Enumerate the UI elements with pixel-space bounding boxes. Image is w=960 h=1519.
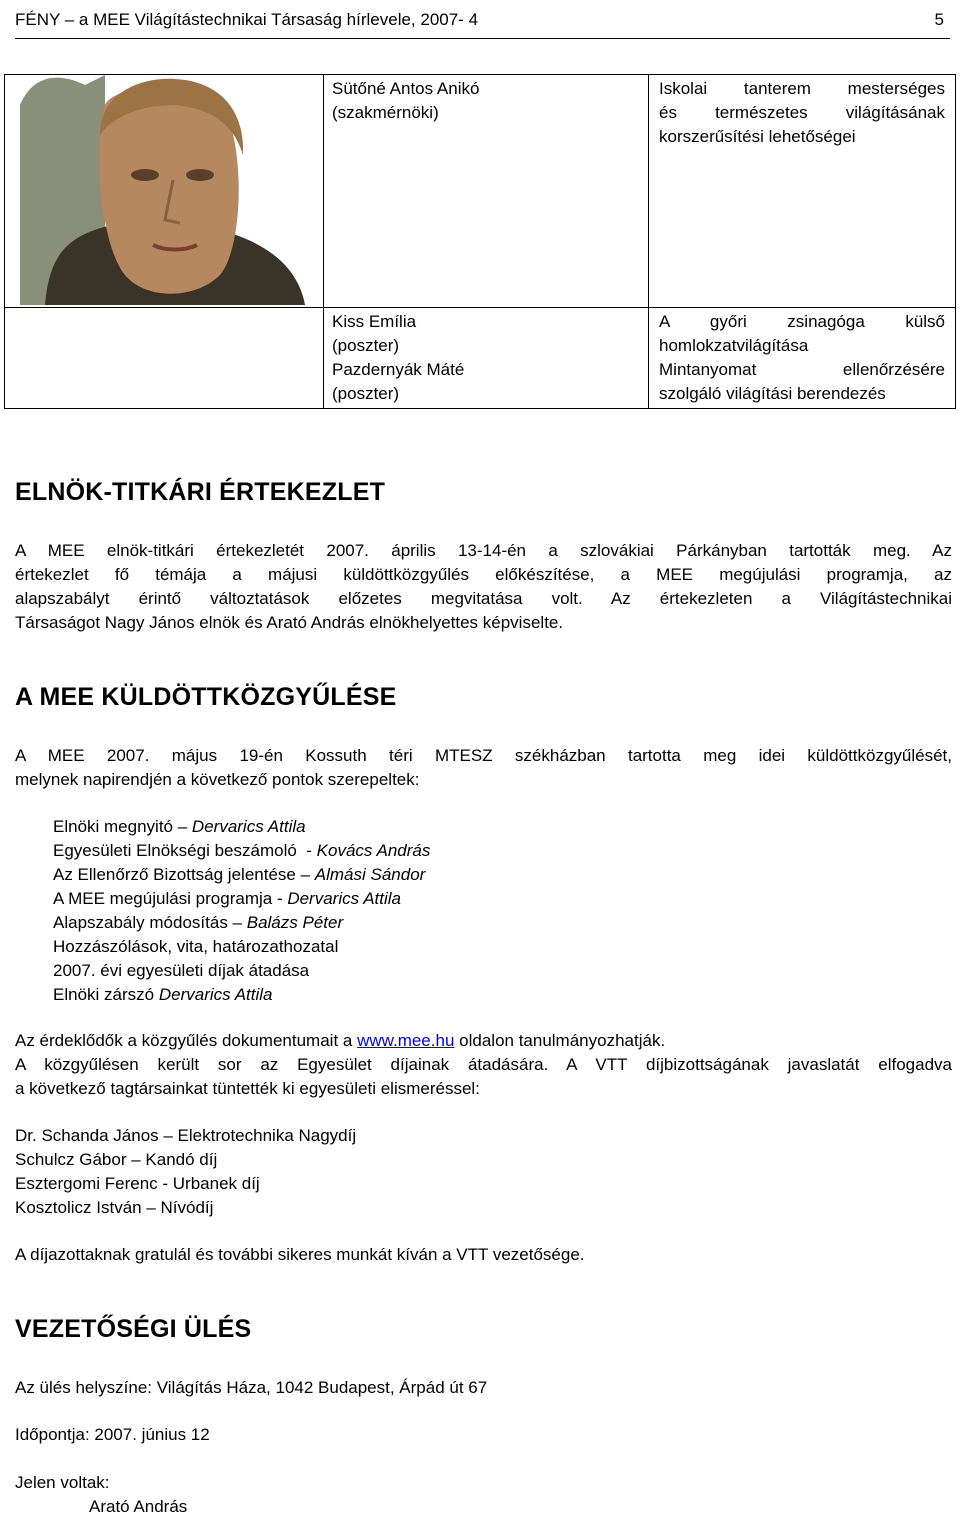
paragraph-line: a következő tagtársainkat tüntették ki egyesületi elismeréssel: xyxy=(15,1079,480,1098)
list-item xyxy=(53,935,430,959)
meeting-location: Az ülés helyszíne: Világítás Háza, 1042 Budapest, Árpád út 67 xyxy=(15,1378,488,1397)
section2-intro xyxy=(15,744,952,792)
list-item: Kosztolicz István – Nívódíj xyxy=(15,1198,214,1217)
paragraph-line: A közgyűlésen került sor az Egyesület díjainak átadására. A VTT díjbizottságának javaslatát elfogadva xyxy=(15,1055,952,1074)
link-part[interactable]: www.mee. xyxy=(357,1031,436,1050)
agenda-item: Alapszabály módosítás xyxy=(53,913,228,932)
talk-title-line: Iskolai tanterem mesterséges xyxy=(659,79,945,98)
agenda-person: Dervarics Attila xyxy=(191,817,306,836)
list-item xyxy=(53,815,430,839)
list-item xyxy=(53,983,430,1007)
awards-list xyxy=(15,1124,952,1220)
speaker-name-cell xyxy=(324,308,649,409)
portrait-image xyxy=(5,75,323,305)
agenda-item: Elnöki megnyitó xyxy=(53,817,174,836)
list-item xyxy=(53,959,430,983)
agenda-list xyxy=(53,815,430,1007)
talk-title-cell xyxy=(649,308,956,409)
documents-paragraph xyxy=(15,1029,952,1053)
speaker-role: (szakmérnöki) xyxy=(332,103,439,122)
section1-paragraph xyxy=(15,539,952,635)
agenda-item: Egyesületi Elnökségi beszámoló xyxy=(53,841,297,860)
speaker-role: (poszter) xyxy=(332,336,400,355)
list-item: Schulcz Gábor – Kandó díj xyxy=(15,1150,218,1169)
list-item xyxy=(53,863,430,887)
talk-title-line: A győri zsinagóga külső xyxy=(659,312,945,331)
list-item xyxy=(53,887,430,911)
newsletter-title: FÉNY – a MEE Világítástechnikai Társaság hírlevele, 2007- 4 xyxy=(15,10,479,29)
speaker-name: Pazdernyák Máté xyxy=(332,360,465,379)
agenda-person: Almási Sándor xyxy=(314,865,426,884)
talk-title-line: Mintanyomat ellenőrzésére xyxy=(659,360,945,379)
agenda-person: Dervarics Attila xyxy=(158,985,273,1004)
talk-title-line: szolgáló világítási berendezés xyxy=(659,384,886,403)
speaker-photo xyxy=(5,75,323,305)
table-row xyxy=(5,75,956,308)
agenda-item: Hozzászólások, vita, határozathozatal xyxy=(53,937,339,956)
present-label: Jelen voltak: xyxy=(15,1473,110,1492)
agenda-sep: - xyxy=(296,841,317,860)
documents-text: Az érdeklődők a közgyűlés dokumentumait a xyxy=(15,1031,358,1050)
speakers-table xyxy=(4,74,956,409)
agenda-person: Kovács András xyxy=(316,841,431,860)
section-heading-elnok-titkari: ELNÖK-TITKÁRI ÉRTEKEZLET xyxy=(15,478,386,506)
page-number: 5 xyxy=(934,10,944,29)
agenda-sep: - xyxy=(272,889,288,908)
list-item: Esztergomi Ferenc - Urbanek díj xyxy=(15,1174,260,1193)
talk-title xyxy=(659,77,945,149)
agenda-sep: – xyxy=(173,817,192,836)
agenda-item: 2007. évi egyesületi díjak átadása xyxy=(53,961,310,980)
agenda-sep: – xyxy=(295,865,315,884)
section-heading-kuldottkozgyules: A MEE KÜLDÖTTKÖZGYŰLÉSE xyxy=(15,683,397,711)
talk-title-line: korszerűsítési lehetőségei xyxy=(659,127,856,146)
paragraph-line: melynek napirendjén a következő pontok szerepeltek: xyxy=(15,770,420,789)
talk-title-cell xyxy=(649,75,956,308)
page-header xyxy=(15,4,950,39)
speaker-name: Kiss Emília xyxy=(332,312,417,331)
talk-title xyxy=(659,310,945,406)
agenda-item: A MEE megújulási programja xyxy=(53,889,273,908)
agenda-sep: – xyxy=(227,913,247,932)
paragraph-line: A MEE 2007. május 19-én Kossuth téri MTESZ székházban tartotta meg idei küldöttközgyűlését, xyxy=(15,746,952,765)
present-member: Arató András xyxy=(89,1497,188,1516)
speaker-name: Sütőné Antos Anikó xyxy=(332,79,480,98)
paragraph-line: A MEE elnök-titkári értekezletét 2007. április 13-14-én a szlovákiai Párkányban tartották meg. Az xyxy=(15,541,952,560)
link-part[interactable]: hu xyxy=(435,1031,455,1050)
awards-intro xyxy=(15,1053,952,1101)
photo-cell xyxy=(5,75,324,308)
list-item xyxy=(53,839,430,863)
talk-title-line: homlokzatvilágítása xyxy=(659,336,809,355)
empty-cell xyxy=(5,308,324,409)
agenda-person: Balázs Péter xyxy=(246,913,344,932)
list-item: Dr. Schanda János – Elektrotechnika Nagydíj xyxy=(15,1126,357,1145)
section-heading-vezetosegi-ules: VEZETŐSÉGI ÜLÉS xyxy=(15,1315,252,1343)
agenda-item: Elnöki zárszó xyxy=(53,985,155,1004)
paragraph-line: alapszabályt érintő változtatások előzetes megvitatása volt. Az értekezleten a Világítástechnikai xyxy=(15,589,952,608)
list-item xyxy=(53,911,430,935)
mee-website-link[interactable] xyxy=(357,1031,454,1050)
table-row xyxy=(5,308,956,409)
paragraph-line: Társaságot Nagy János elnök és Arató András elnökhelyettes képviselte. xyxy=(15,613,564,632)
agenda-item: Az Ellenőrző Bizottság jelentése xyxy=(53,865,296,884)
agenda-person: Dervarics Attila xyxy=(287,889,401,908)
awards-closing: A díjazottaknak gratulál és további sikeres munkát kíván a VTT vezetősége. xyxy=(15,1245,585,1264)
talk-title-line: és természetes világításának xyxy=(659,103,945,122)
meeting-date: Időpontja: 2007. június 12 xyxy=(15,1425,210,1444)
documents-text: oldalon tanulmányozhatják. xyxy=(454,1031,666,1050)
paragraph-line: értekezlet fő témája a májusi küldöttközgyűlés előkészítése, a MEE megújulási programja, az xyxy=(15,565,952,584)
speaker-role: (poszter) xyxy=(332,384,400,403)
speaker-name-cell xyxy=(324,75,649,308)
